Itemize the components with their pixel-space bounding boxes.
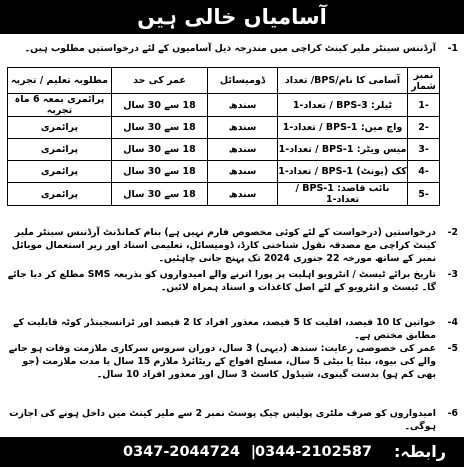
paragraph-number: -3 (447, 269, 458, 280)
vacancies-table (7, 67, 440, 206)
serial-cell: -3 (408, 139, 440, 161)
age-cell: 18 سے 30 سال (112, 117, 208, 139)
table-row (8, 183, 440, 206)
domicile-cell: سندھ (208, 117, 278, 139)
contact-bar (0, 437, 464, 467)
paragraph-number: -4 (447, 317, 458, 328)
table-row (8, 161, 440, 183)
phone-number: 0344-2102587 (255, 444, 372, 460)
column-header: عمر کی حد (112, 68, 208, 94)
serial-cell: -5 (408, 183, 440, 206)
table-row (8, 94, 440, 117)
paragraph-text: امیدواروں کو صرف ملٹری پولیس چیک پوسٹ نمبر 2 سے ملیر کینٹ میں داخل ہونے کی اجازت ہوگی۔ (9, 408, 436, 432)
serial-cell: -1 (408, 94, 440, 117)
paragraph-number: -6 (447, 408, 458, 419)
education-cell: پرائمری (8, 117, 112, 139)
paragraph-3 (6, 268, 458, 294)
column-header: مطلوبہ تعلیم / تجربہ (8, 68, 112, 94)
table-header-row (8, 68, 440, 94)
paragraph-text: عمر کی خصوصی رعایت: سندھ (دیہی) 3 سال، دوران سروس سرکاری ملازمت وفات ہو جانے والے کی بیوہ، بیٹا یا بیٹی 5 سال، مسلح افواج کے ریٹائرڈ ملازم 15 سال یا مدت ملازمت (جو بھی کم ہو) بدست گینوی، شیڈول کاسٹ 3 سال اور معذور افراد 10 سال۔ (8, 343, 436, 380)
column-header: آسامی کا نام/BPS/ تعداد (278, 68, 408, 94)
paragraph-number: -5 (447, 343, 458, 354)
education-cell: پرائمری بمعہ 6 ماہ تجربہ (8, 94, 112, 117)
post-cell: واچ مین: BPS-1 / تعداد-1 (278, 117, 408, 139)
domicile-cell: سندھ (208, 183, 278, 206)
education-cell: پرائمری (8, 161, 112, 183)
table-row (8, 139, 440, 161)
paragraph-text: تاریخ برائے ٹیسٹ / انٹرویو اہلیت پر پورا اترنے والے امیدواروں کو بذریعہ SMS مطلع کر دیا جائے گا۔ ٹیسٹ و انٹرویو کے لئے اصل کاغذات و اسناد ہمراہ لائیں۔ (7, 269, 436, 293)
paragraph-text: درخواستیں (درخواست کے لئے کوئی مخصوص فارم نہیں ہے) بنام کمانڈنٹ آرڈننس سینٹر ملیر کینٹ کراچی مع مصدقہ نقول شناختی کارڈ، ڈومیسائل، تعلیمی اسناد اور زیر استعمال موبائل نمبر کے ساتھ مورخہ 22 جنوری 2024 تک پہنچ جانی چاہئیں۔ (11, 227, 436, 264)
serial-cell: -2 (408, 117, 440, 139)
age-cell: 18 سے 30 سال (112, 139, 208, 161)
paragraph-number: -1 (447, 43, 458, 54)
paragraph-6 (6, 407, 458, 433)
paragraph-number: -2 (447, 227, 458, 238)
serial-cell: -4 (408, 161, 440, 183)
contact-label: رابطہ: (393, 442, 446, 461)
post-cell: نائب قاصد: BPS-1 / تعداد-1 (278, 183, 408, 206)
age-cell: 18 سے 30 سال (112, 94, 208, 117)
education-cell: پرائمری (8, 183, 112, 206)
post-cell: میس ویٹر: BPS-1 / تعداد-1 (278, 139, 408, 161)
post-cell: ٹیلر: BPS-3 / تعداد-1 (278, 94, 408, 117)
domicile-cell: سندھ (208, 139, 278, 161)
column-header: نمبر شمار (408, 68, 440, 94)
domicile-cell: سندھ (208, 161, 278, 183)
paragraph-5 (6, 342, 458, 381)
paragraph-4 (6, 316, 458, 342)
paragraph-text: آرڈننس سینٹر ملیر کینٹ کراچی میں مندرجہ ذیل آسامیوں کے لئے درخواستیں مطلوب ہیں۔ (24, 43, 436, 54)
age-cell: 18 سے 30 سال (112, 161, 208, 183)
intro-paragraph (6, 42, 458, 55)
post-cell: کک (یونٹ) BPS-1 / تعداد-1 (278, 161, 408, 183)
paragraph-2 (6, 226, 458, 265)
domicile-cell: سندھ (208, 94, 278, 117)
education-cell: پرائمری (8, 139, 112, 161)
age-cell: 18 سے 30 سال (112, 183, 208, 206)
phone-separator: | (250, 444, 256, 460)
ad-title: آسامیاں خالی ہیں (0, 0, 464, 34)
column-header: ڈومیسائل (208, 68, 278, 94)
table-row (8, 117, 440, 139)
paragraph-text: خواتین کا 10 فیصد، اقلیت کا 5 فیصد، معذور افراد کا 2 فیصد اور ٹرانسجینڈر کوٹہ قابلیت کے مطابق مختص ہے۔ (13, 317, 436, 341)
phone-number: 0347-2044724 (123, 444, 240, 460)
